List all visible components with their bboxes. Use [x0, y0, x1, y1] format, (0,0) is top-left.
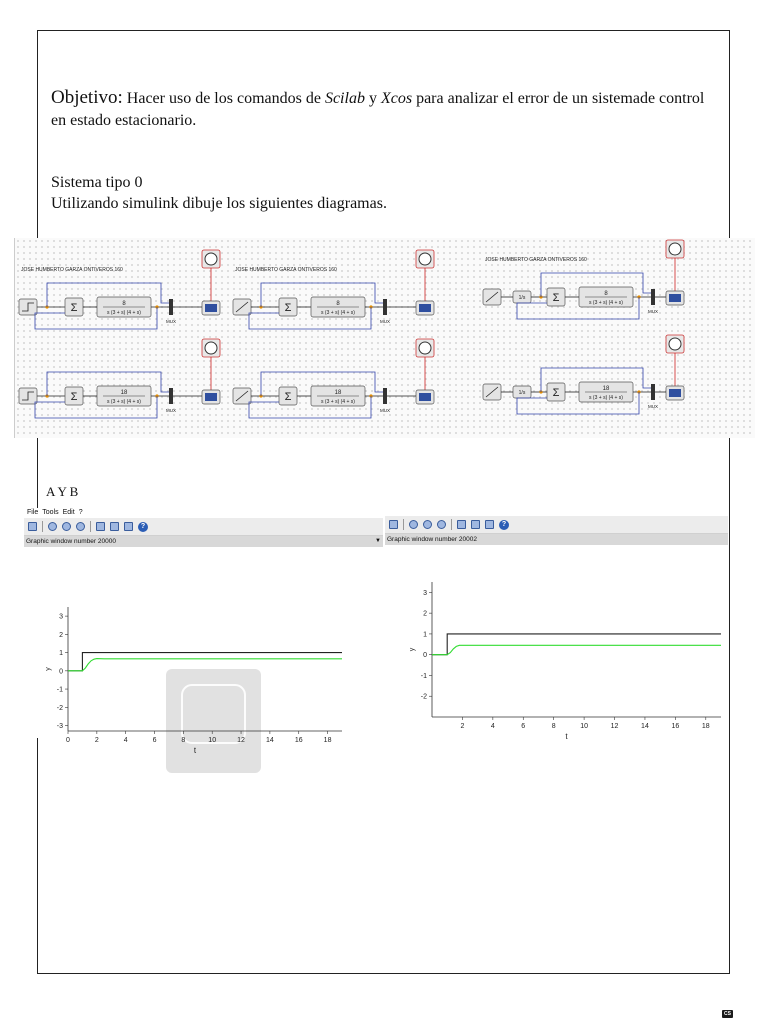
- y-tick-label: 0: [423, 652, 427, 660]
- mux-block: [383, 299, 387, 315]
- objective-paragraph: [51, 87, 721, 132]
- x-tick-label: 18: [323, 737, 332, 744]
- menu-edit[interactable]: Edit: [62, 509, 75, 516]
- transfer-numerator: 18: [334, 390, 342, 396]
- scope-icon: [205, 304, 217, 312]
- scope-icon: [669, 294, 681, 302]
- y-tick-label: 3: [423, 589, 427, 597]
- edit-icon[interactable]: [471, 520, 480, 529]
- series-line-1: [432, 645, 721, 654]
- zoom-reset-icon[interactable]: [76, 522, 85, 531]
- datatip-icon[interactable]: [96, 522, 105, 531]
- y-tick-label: 1: [59, 650, 63, 658]
- sum-symbol: Σ: [70, 302, 78, 314]
- toolbar-separator: [42, 521, 43, 532]
- author-label: JOSE HUMBERTO GARZA ONTIVEROS 160: [235, 267, 337, 273]
- toolbar-separator: [451, 519, 452, 530]
- toolbar: [385, 516, 728, 534]
- y-tick-label: 0: [59, 668, 63, 676]
- xcos-diagrams-svg: [15, 238, 755, 438]
- x-tick-label: 12: [610, 723, 619, 730]
- system-section: [51, 172, 387, 214]
- menu-file[interactable]: File: [27, 509, 39, 516]
- sum-symbol: Σ: [284, 391, 292, 403]
- clock-icon: [669, 243, 681, 255]
- author-label: JOSE HUMBERTO GARZA ONTIVEROS 160: [21, 267, 123, 273]
- integrator-label: 1/s: [518, 295, 526, 301]
- pan-icon[interactable]: [124, 522, 133, 531]
- scanner-logo-icon: CS: [722, 1010, 733, 1018]
- y-tick-label: 2: [423, 610, 427, 618]
- y-tick-label: 1: [423, 631, 427, 639]
- objective-text-2: para analizar el error de un sistemade control en estado estacionario.: [51, 90, 705, 129]
- y-axis-label: y: [45, 667, 52, 671]
- edit-icon[interactable]: [110, 522, 119, 531]
- sum-symbol: Σ: [552, 292, 560, 304]
- pan-icon[interactable]: [485, 520, 494, 529]
- sum-symbol: Σ: [284, 302, 292, 314]
- scilab-term: Scilab: [324, 90, 365, 107]
- x-tick-label: 4: [123, 737, 128, 744]
- mux-label: MUX: [648, 309, 658, 314]
- objective-label: Objetivo:: [51, 87, 123, 108]
- sum-symbol: Σ: [552, 387, 560, 399]
- zoom-in-icon[interactable]: [48, 522, 57, 531]
- x-axis-label: t: [193, 746, 197, 755]
- x-tick-label: 8: [181, 737, 186, 744]
- scope-icon: [669, 389, 681, 397]
- clock-icon: [669, 338, 681, 350]
- x-tick-label: 16: [294, 737, 303, 744]
- transfer-denominator: s (3 + s) (4 + s): [321, 399, 355, 405]
- mux-block: [383, 388, 387, 404]
- transfer-numerator: 18: [602, 386, 610, 392]
- ayb-label: A Y B: [46, 484, 79, 499]
- author-label: JOSE HUMBERTO GARZA ONTIVEROS 160: [485, 257, 587, 263]
- plot-left: [24, 547, 383, 755]
- series-line-1: [68, 659, 342, 671]
- mux-label: MUX: [166, 408, 176, 413]
- series-line-0: [68, 653, 342, 671]
- x-tick-label: 8: [551, 723, 556, 730]
- mux-label: MUX: [166, 319, 176, 324]
- menu-help[interactable]: ?: [78, 509, 83, 516]
- clock-icon: [419, 253, 431, 265]
- x-tick-label: 14: [641, 723, 649, 730]
- zoom-out-icon[interactable]: [62, 522, 71, 531]
- transfer-denominator: s (3 + s) (4 + s): [589, 300, 623, 306]
- x-tick-label: 16: [671, 723, 680, 730]
- xcos-diagrams-image: [14, 238, 755, 438]
- x-tick-label: 4: [490, 723, 495, 730]
- x-tick-label: 18: [701, 723, 710, 730]
- menu-bar: [24, 508, 383, 518]
- objective-text-1: Hacer uso de los comandos de: [126, 90, 325, 107]
- x-tick-label: 6: [521, 723, 526, 730]
- clock-icon: [205, 253, 217, 265]
- datatip-icon[interactable]: [457, 520, 466, 529]
- menu-tools[interactable]: Tools: [42, 509, 59, 516]
- y-tick-label: -2: [420, 693, 427, 701]
- y-tick-label: -3: [56, 723, 63, 731]
- chevron-down-icon[interactable]: ▼: [375, 538, 381, 544]
- toolbar-separator: [403, 519, 404, 530]
- x-tick-label: 0: [66, 737, 70, 744]
- clock-icon: [419, 342, 431, 354]
- plot-right: [385, 545, 728, 741]
- clock-icon: [205, 342, 217, 354]
- scope-icon: [419, 304, 431, 312]
- mux-block: [169, 388, 173, 404]
- rotate-icon[interactable]: [389, 520, 398, 529]
- transfer-denominator: s (3 + s) (4 + s): [589, 395, 623, 401]
- system-type-heading: Sistema tipo 0: [51, 174, 143, 191]
- x-tick-label: 10: [580, 723, 589, 730]
- toolbar-separator: [90, 521, 91, 532]
- mux-label: MUX: [648, 404, 658, 409]
- y-tick-label: -1: [420, 672, 427, 680]
- mux-block: [651, 289, 655, 305]
- mux-label: MUX: [380, 408, 390, 413]
- objective-and: y: [364, 90, 381, 107]
- x-tick-label: 14: [265, 737, 274, 744]
- transfer-numerator: 8: [336, 301, 340, 307]
- x-tick-label: 10: [208, 737, 217, 744]
- series-line-0: [432, 634, 721, 655]
- instruction-text: Utilizando simulink dibuje los siguientes diagramas.: [51, 195, 387, 212]
- y-tick-label: -1: [56, 686, 63, 694]
- help-icon[interactable]: ?: [499, 520, 509, 530]
- xcos-term: Xcos: [380, 90, 413, 107]
- rotate-icon[interactable]: [28, 522, 37, 531]
- zoom-out-icon[interactable]: [423, 520, 432, 529]
- x-axis-label: t: [565, 732, 568, 741]
- zoom-in-icon[interactable]: [409, 520, 418, 529]
- window-title-bar: [24, 536, 383, 547]
- y-tick-label: -2: [56, 704, 63, 712]
- mux-block: [651, 384, 655, 400]
- sum-symbol: Σ: [70, 391, 78, 403]
- window-title: Graphic window number 20000: [26, 538, 116, 545]
- transfer-numerator: 18: [120, 390, 128, 396]
- toolbar: [24, 518, 383, 536]
- window-title-bar: [385, 534, 728, 545]
- graphic-window-left: [24, 508, 383, 755]
- scope-icon: [419, 393, 431, 401]
- transfer-denominator: s (3 + s) (4 + s): [321, 310, 355, 316]
- y-tick-label: 2: [59, 631, 63, 639]
- x-tick-label: 2: [460, 723, 465, 730]
- transfer-denominator: s (3 + s) (4 + s): [107, 310, 141, 316]
- zoom-reset-icon[interactable]: [437, 520, 446, 529]
- transfer-denominator: s (3 + s) (4 + s): [107, 399, 141, 405]
- integrator-label: 1/s: [518, 390, 526, 396]
- x-tick-label: 12: [237, 737, 245, 744]
- transfer-numerator: 8: [122, 301, 126, 307]
- x-tick-label: 6: [152, 737, 157, 744]
- mux-block: [169, 299, 173, 315]
- mux-label: MUX: [380, 319, 390, 324]
- x-tick-label: 2: [94, 737, 99, 744]
- y-tick-label: 3: [59, 613, 63, 621]
- window-title: Graphic window number 20002: [387, 536, 477, 543]
- help-icon[interactable]: ?: [138, 522, 148, 532]
- graphic-window-right: [385, 516, 728, 741]
- transfer-numerator: 8: [604, 291, 608, 297]
- scope-icon: [205, 393, 217, 401]
- y-axis-label: y: [409, 647, 416, 652]
